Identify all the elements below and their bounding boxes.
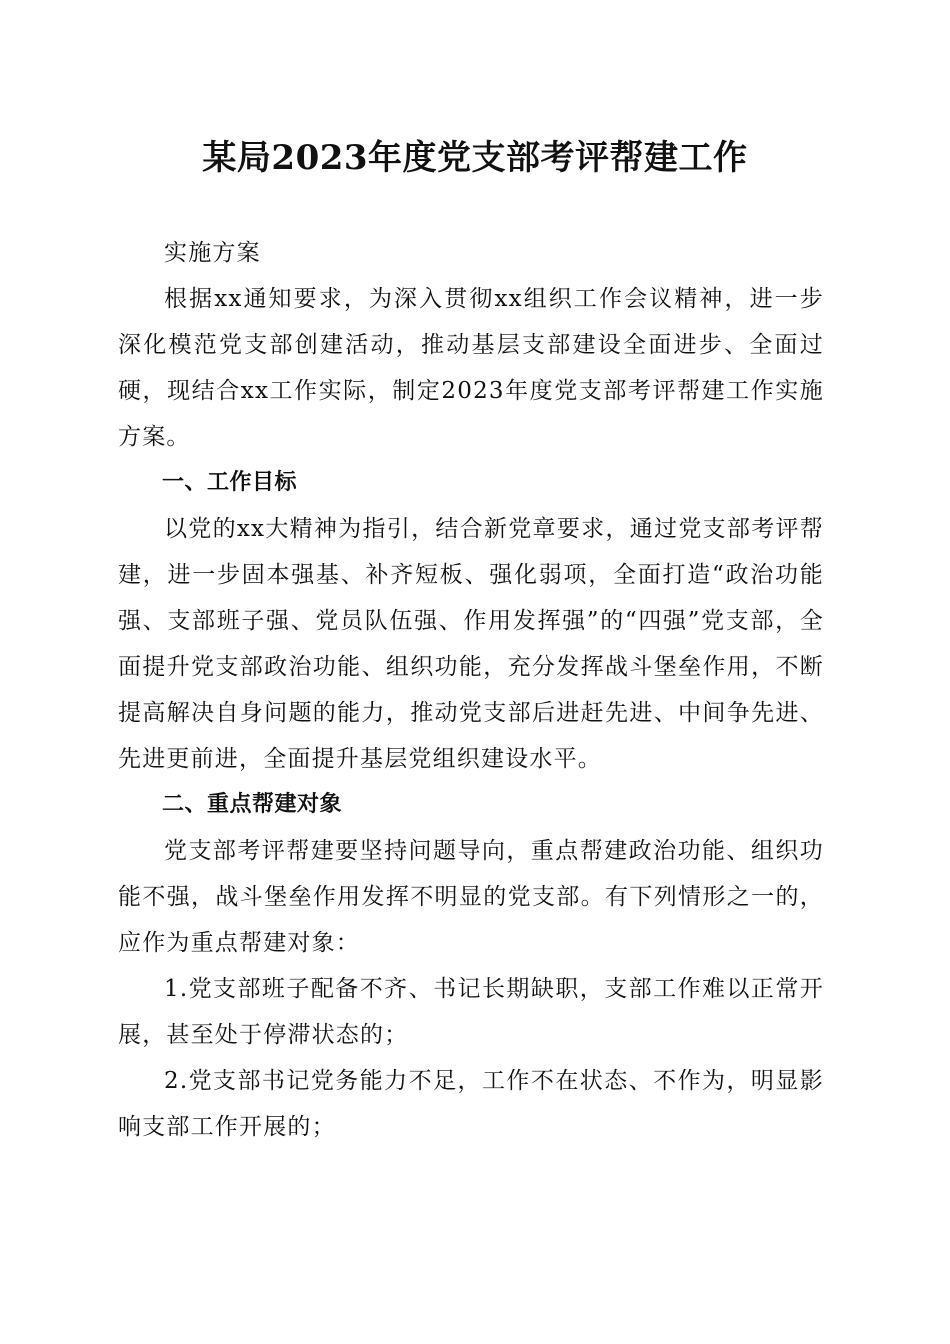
section-heading-targets: 二、重点帮建对象 <box>162 792 343 817</box>
targets-paragraph: 党支部考评帮建要坚持问题导向，重点帮建政治功能、组织功能不强，战斗堡垒作用发挥不明显的党支部。有下列情形之一的，应作为重点帮建对象： <box>118 838 824 956</box>
list-item: 1.党支部班子配备不齐、书记长期缺职，支部工作难以正常开展，甚至处于停滞状态的； <box>118 976 824 1048</box>
document-subtitle: 实施方案 <box>164 240 261 266</box>
document-body <box>118 230 824 1150</box>
list-item: 2.党支部书记党务能力不足，工作不在状态、不作为，明显影响支部工作开展的； <box>118 1068 824 1140</box>
section-heading-goals: 一、工作目标 <box>162 470 298 495</box>
goals-paragraph: 以党的xx大精神为指引，结合新党章要求，通过党支部考评帮建，进一步固本强基、补齐短板、强化弱项，全面打造“政治功能强、支部班子强、党员队伍强、作用发挥强”的“四强”党支部，全面提升党支部政治功能、组织功能，充分发挥战斗堡垒作用，不断提高解决自身问题的能力，推动党支部后进赶先进、中间争先进、先进更前进，全面提升基层党组织建设水平。 <box>118 516 824 772</box>
document-title: 某局2023年度党支部考评帮建工作 <box>202 138 748 178</box>
intro-paragraph: 根据xx通知要求，为深入贯彻xx组织工作会议精神，进一步深化模范党支部创建活动，推动基层支部建设全面进步、全面过硬，现结合xx工作实际，制定2023年度党支部考评帮建工作实施方案。 <box>118 286 824 450</box>
